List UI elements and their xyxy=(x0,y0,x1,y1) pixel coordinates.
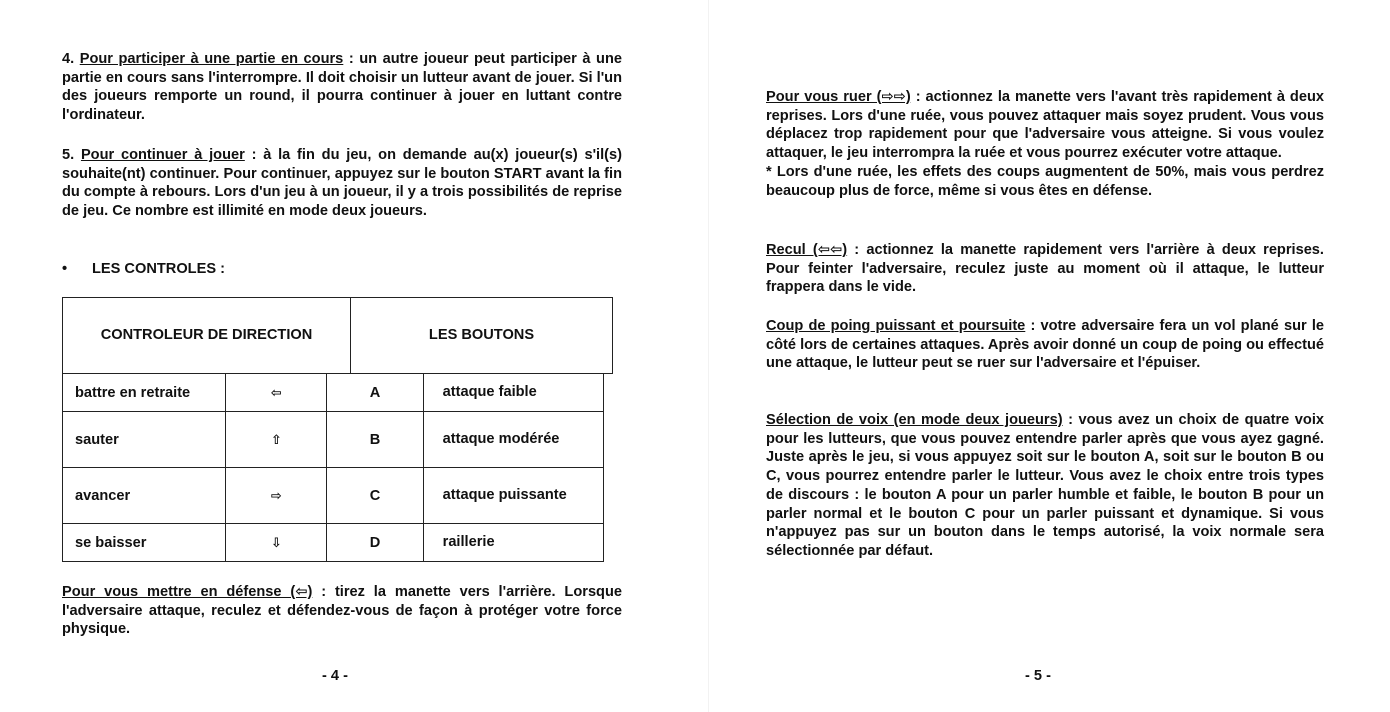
retreat-section xyxy=(766,241,1324,297)
controls-table-header xyxy=(62,297,613,374)
button-description: attaque puissante xyxy=(423,468,603,524)
button-description: raillerie xyxy=(423,524,603,562)
page-number: - 5 - xyxy=(1025,668,1051,684)
section-body: : vous avez un choix de quatre voix pour les lutteurs, que vous pouvez entendre parler après que vous ayez gagné. Juste après le jeu, si vous appuyez soit sur le bouton A, soit sur le bouton B ou C, vous pourrez entendre parler le lutteur. Vous avez le choix entre trois types de discours : le bouton A pour un parler humble et faible, le bouton B pour un parler normal et le bouton C pour un parler puissant et dynamique. Si vous n'appuyez pas sur un bouton dans le temps autorisé, la voix normale sera sélectionnée par défaut. xyxy=(766,412,1324,559)
bullet-icon: • xyxy=(62,261,68,277)
section-note: * Lors d'une ruée, les effets des coups augmentent de 50%, mais vous perdrez beaucoup plus de force, même si vous êtes en défense. xyxy=(766,163,1324,199)
table-row xyxy=(63,374,604,412)
voice-selection-section xyxy=(766,411,1324,561)
controls-heading xyxy=(62,260,622,279)
section-title: Coup de poing puissant et poursuite xyxy=(766,318,1026,334)
section-title: Pour continuer à jouer xyxy=(80,147,245,163)
section-body: : tirez la manette vers l'arrière. Lorsque l'adversaire attaque, reculez et défendez-vous de façon à protéger votre force physique. xyxy=(62,584,622,638)
section-body: : à la fin du jeu, on demande au(x) joueur(s) s'il(s) souhaite(nt) continuer. Pour continuer, appuyez sur le bouton START avant la fin du compte à rebours. Lors d'un jeu à un joueur, il y a trois possibilités de reprise de jeu. Ce nombre est illimité en mode deux joueurs. xyxy=(62,147,623,220)
controls-heading-text: LES CONTROLES : xyxy=(92,261,225,277)
button-label: C xyxy=(327,468,423,524)
button-description: attaque modérée xyxy=(423,412,603,468)
right-page xyxy=(695,0,1390,712)
arrow-right-icon: ⇨ xyxy=(226,468,327,524)
section-5-continue xyxy=(62,146,622,221)
action-label: battre en retraite xyxy=(63,374,226,412)
button-description: attaque faible xyxy=(423,374,603,412)
section-title: Pour vous ruer (⇨⇨) xyxy=(766,89,911,105)
rush-section xyxy=(766,88,1324,200)
section-title: Pour participer à une partie en cours xyxy=(79,51,344,67)
section-body: : votre adversaire fera un vol plané sur le côté lors de certaines attaques. Après avoir donné un coup de poing ou effectué une attaque, le lutteur peut se ruer sur l'adversaire et l'épuiser. xyxy=(766,318,1324,372)
section-number: 5. xyxy=(62,147,75,163)
section-body: : actionnez la manette vers l'avant très rapidement à deux reprises. Lors d'une ruée, vous pouvez attaquer mais soyez prudent. Vous vous déplacez trop rapidement pour que l'adversaire vous atteigne. Si vous voulez attaquer, le jeu interrompra la ruée et vous pourrez exécuter votre attaque. xyxy=(766,89,1324,162)
header-buttons: LES BOUTONS xyxy=(351,298,613,374)
action-label: avancer xyxy=(63,468,226,524)
button-label: B xyxy=(327,412,423,468)
section-title: Recul (⇦⇦) xyxy=(766,242,848,258)
table-row xyxy=(63,412,604,468)
controls-table xyxy=(62,373,604,562)
arrow-down-icon: ⇩ xyxy=(226,524,327,562)
action-label: se baisser xyxy=(63,524,226,562)
page-number: - 4 - xyxy=(322,668,348,684)
section-body: : un autre joueur peut participer à une partie en cours sans l'interrompre. Il doit choisir un lutteur avant de jouer. Si l'un des joueurs remporte un round, il pourra continuer à jouer en luttant contre l'ordinateur. xyxy=(62,51,622,124)
arrow-left-icon: ⇦ xyxy=(226,374,327,412)
table-row xyxy=(63,468,604,524)
header-direction: CONTROLEUR DE DIRECTION xyxy=(63,298,351,374)
defense-section xyxy=(62,583,622,639)
arrow-up-icon: ⇧ xyxy=(226,412,327,468)
button-label: D xyxy=(327,524,423,562)
section-body: : actionnez la manette rapidement vers l'arrière à deux reprises. Pour feinter l'adversaire, reculez juste au moment où il attaque, le lutteur frappera dans le vide. xyxy=(766,242,1324,296)
action-label: sauter xyxy=(63,412,226,468)
power-punch-section xyxy=(766,317,1324,373)
button-label: A xyxy=(327,374,423,412)
section-number: 4. xyxy=(62,51,75,67)
section-4-participate xyxy=(62,50,622,125)
section-title: Sélection de voix (en mode deux joueurs) xyxy=(766,412,1063,428)
table-row xyxy=(63,524,604,562)
section-title: Pour vous mettre en défense (⇦) xyxy=(62,584,313,600)
